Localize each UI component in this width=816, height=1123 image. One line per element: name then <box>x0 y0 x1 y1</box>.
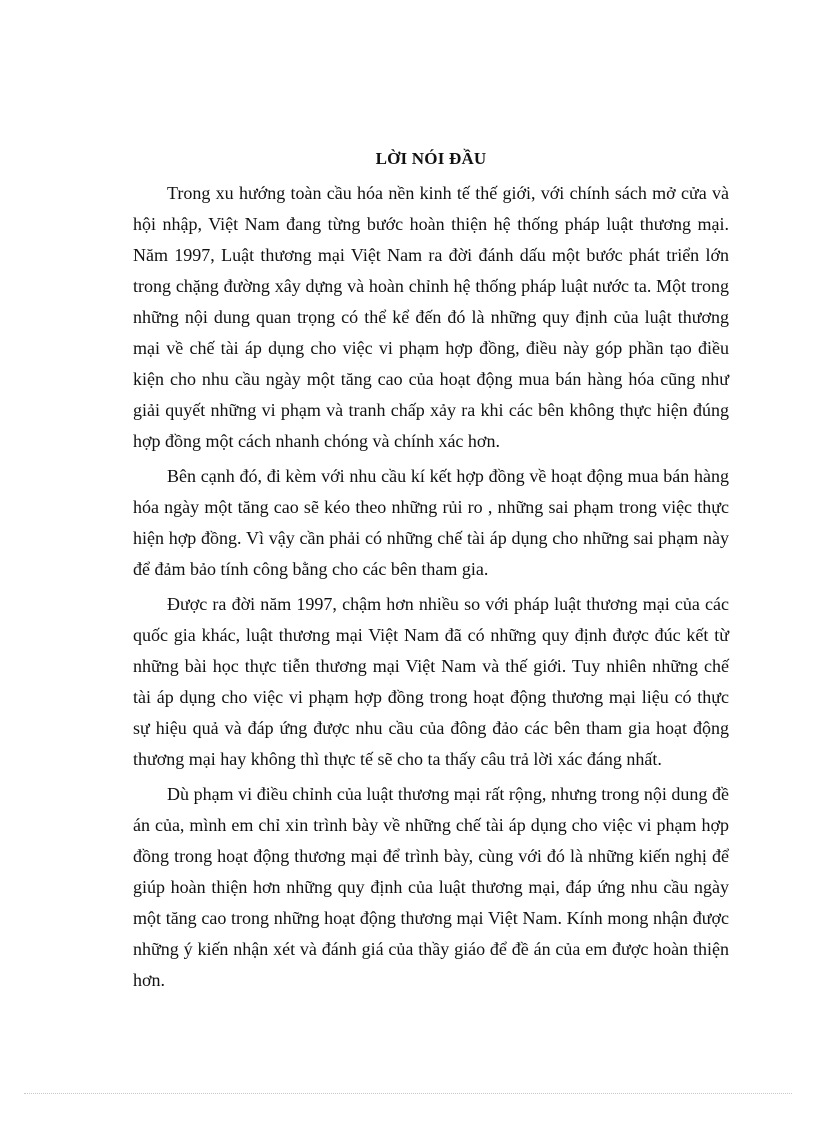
page-title: LỜI NÓI ĐẦU <box>375 149 487 168</box>
paragraph-4: Dù phạm vi điều chỉnh của luật thương mại rất rộng, nhưng trong nội dung đề án của, mình em chỉ xin trình bày về những chế tài áp dụng cho việc vi phạm hợp đồng trong hoạt động thương mại để trình bày, cùng với đó là những kiến nghị để giúp hoàn thiện hơn những quy định của luật thương mại, đáp ứng nhu cầu ngày một tăng cao trong những hoạt động thương mại Việt Nam. Kính mong nhận được những ý kiến nhận xét và đánh giá của thầy giáo để đề án của em được hoàn thiện hơn. <box>133 784 729 990</box>
document-body <box>133 146 729 1000</box>
paragraph-3: Được ra đời năm 1997, chậm hơn nhiều so với pháp luật thương mại của các quốc gia khác, luật thương mại Việt Nam đã có những quy định được đúc kết từ những bài học thực tiễn thương mại Việt Nam và thế giới. Tuy nhiên những chế tài áp dụng cho việc vi phạm hợp đồng trong hoạt động thương mại liệu có thực sự hiệu quả và đáp ứng được nhu cầu của đông đảo các bên tham gia hoạt động thương mại hay không thì thực tế sẽ cho ta thấy câu trả lời xác đáng nhất. <box>133 594 729 769</box>
footer-divider <box>24 1093 792 1094</box>
paragraph-2: Bên cạnh đó, đi kèm với nhu cầu kí kết hợp đồng về hoạt động mua bán hàng hóa ngày một tăng cao sẽ kéo theo những rủi ro , những sai phạm trong việc thực hiện hợp đồng. Vì vậy cần phải có những chế tài áp dụng cho những sai phạm này để đảm bảo tính công bằng cho các bên tham gia. <box>133 466 729 579</box>
paragraph-1: Trong xu hướng toàn cầu hóa nền kinh tế thế giới, với chính sách mở cửa và hội nhập, Việt Nam đang từng bước hoàn thiện hệ thống pháp luật thương mại. Năm 1997, Luật thương mại Việt Nam ra đời đánh dấu một bước phát triển lớn trong chặng đường xây dựng và hoàn chỉnh hệ thống pháp luật nước ta. Một trong những nội dung quan trọng có thể kể đến đó là những quy định của luật thương mại về chế tài áp dụng cho việc vi phạm hợp đồng, điều này góp phần tạo điều kiện cho nhu cầu ngày một tăng cao của hoạt động mua bán hàng hóa cũng như giải quyết những vi phạm và tranh chấp xảy ra khi các bên không thực hiện đúng hợp đồng một cách nhanh chóng và chính xác hơn. <box>133 183 729 451</box>
